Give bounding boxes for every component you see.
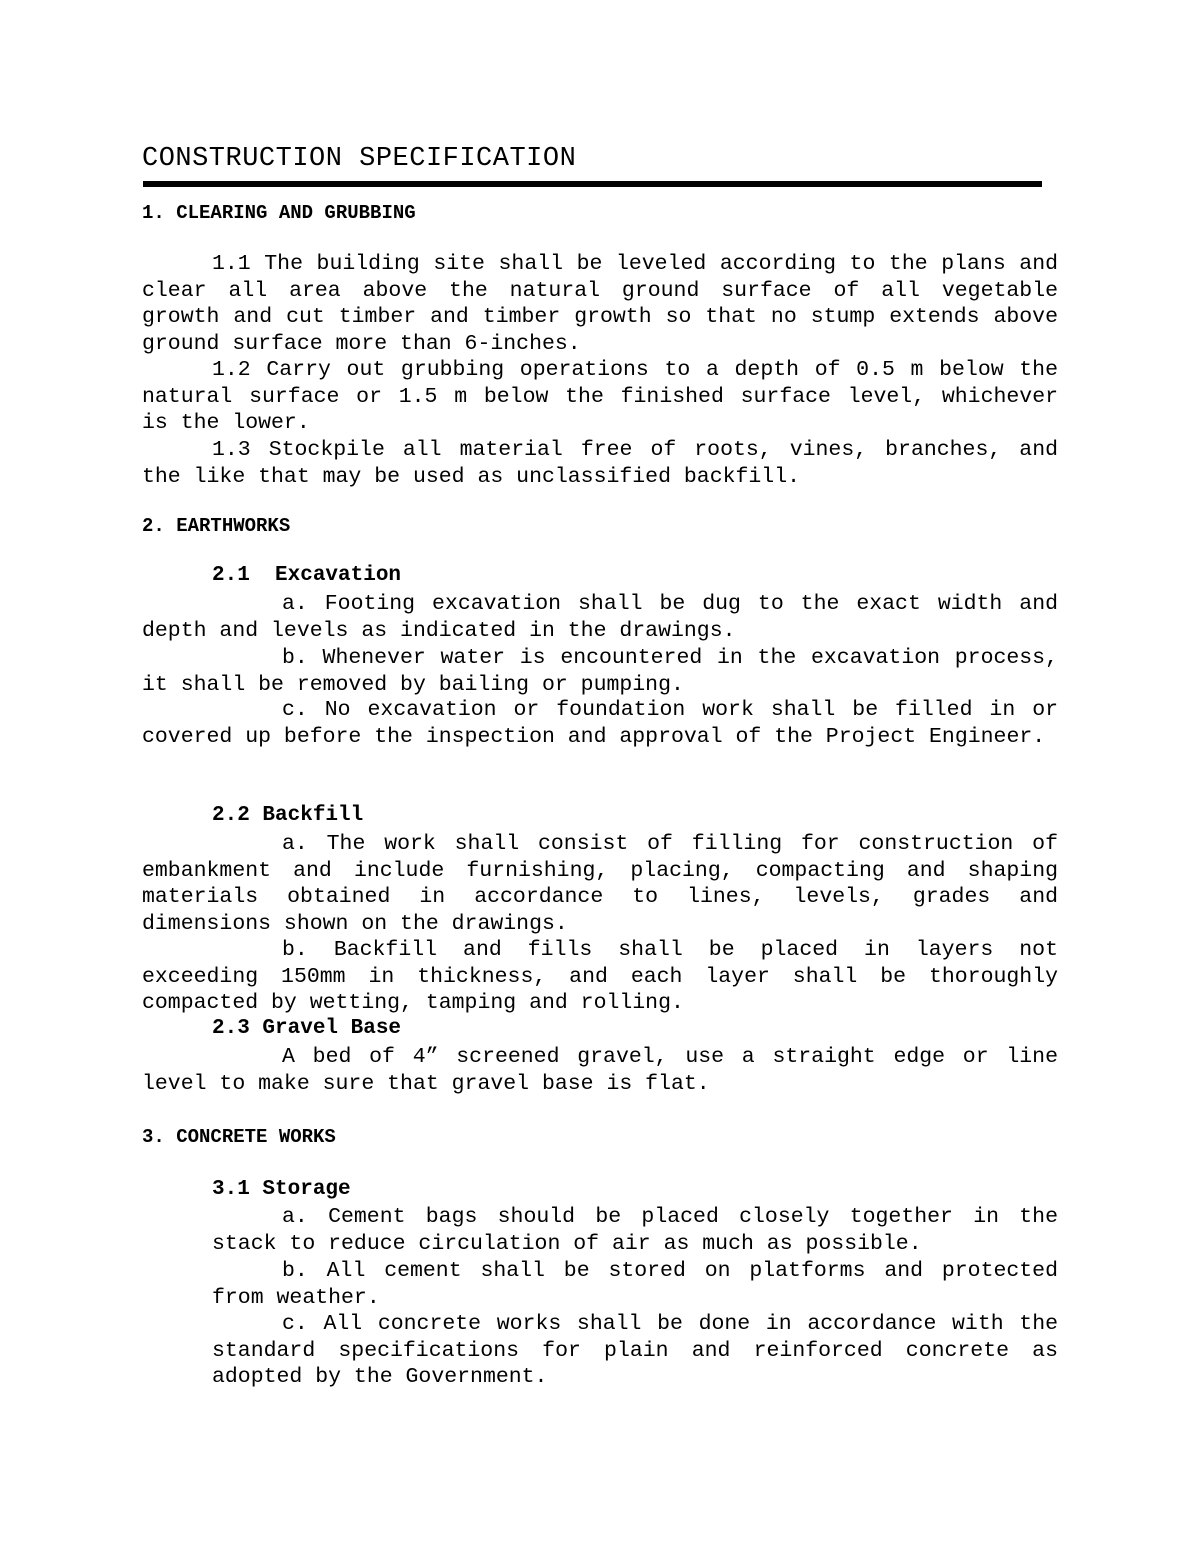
- paragraph-storage-c: c. All concrete works shall be done in accordance with the standard specifications for plain and reinforced concrete as adopted by the Government.: [212, 1312, 1058, 1390]
- paragraph-excavation-b: b. Whenever water is encountered in the excavation process, it shall be removed by bailing or pumping.: [142, 646, 1058, 697]
- paragraph-backfill-a: a. The work shall consist of filling for construction of embankment and include furnishing, placing, compacting and shaping materials obtained in accordance to lines, levels, grades and dimensions shown on the drawings.: [142, 832, 1058, 936]
- subheading-storage: 3.1 Storage: [212, 1178, 351, 1201]
- subheading-backfill: 2.2 Backfill: [212, 804, 364, 827]
- document-title: CONSTRUCTION SPECIFICATION: [142, 144, 577, 174]
- paragraph-storage-a: a. Cement bags should be placed closely together in the stack to reduce circulation of air as much as possible.: [212, 1205, 1058, 1256]
- section-heading-earthworks: 2. EARTHWORKS: [142, 515, 291, 537]
- paragraph-1-2: 1.2 Carry out grubbing operations to a depth of 0.5 m below the natural surface or 1.5 m below the finished surface level, whichever is the lower.: [142, 358, 1058, 436]
- paragraph-backfill-b: b. Backfill and fills shall be placed in layers not exceeding 150mm in thickness, and each layer shall be thoroughly compacted by wetting, tamping and rolling.: [142, 938, 1058, 1016]
- title-underline-rule: [143, 181, 1042, 187]
- paragraph-1-3: 1.3 Stockpile all material free of roots, vines, branches, and the like that may be used as unclassified backfill.: [142, 438, 1058, 489]
- subheading-excavation: 2.1 Excavation: [212, 564, 402, 587]
- paragraph-1-1: 1.1 The building site shall be leveled according to the plans and clear all area above the natural ground surface of all vegetable growth and cut timber and timber growth so that no stump extends above ground surface more than 6-inches.: [142, 252, 1058, 356]
- paragraph-excavation-c: c. No excavation or foundation work shall be filled in or covered up before the inspection and approval of the Project Engineer.: [142, 698, 1058, 749]
- paragraph-excavation-a: a. Footing excavation shall be dug to the exact width and depth and levels as indicated in the drawings.: [142, 592, 1058, 643]
- subheading-gravel-base: 2.3 Gravel Base: [212, 1017, 402, 1040]
- section-heading-concrete-works: 3. CONCRETE WORKS: [142, 1126, 336, 1148]
- paragraph-gravel-base: A bed of 4” screened gravel, use a straight edge or line level to make sure that gravel base is flat.: [142, 1045, 1058, 1096]
- section-heading-clearing-grubbing: 1. CLEARING AND GRUBBING: [142, 202, 416, 224]
- paragraph-storage-b: b. All cement shall be stored on platforms and protected from weather.: [212, 1259, 1058, 1310]
